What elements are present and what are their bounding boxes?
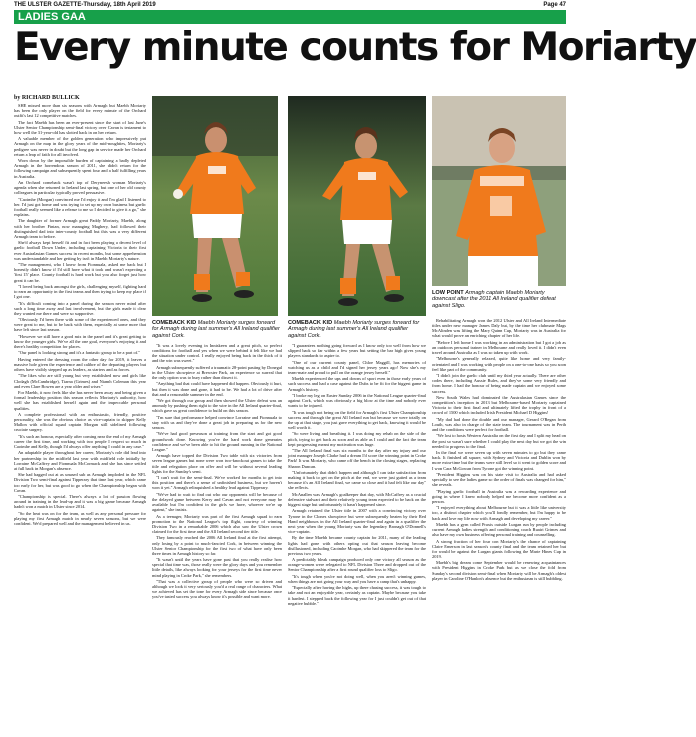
article-paragraph: "I'm sure that performance helped convince Lorraine and Fionnuala to stay with us and they've done a great job in preparing us for the new season. <box>152 414 282 431</box>
article-paragraph: "One of our current county panel, Chloe Maggill, has memories of watching us as a child and I'd signed her jersey years ago! Now she's my team-mate and proud to pull on the orange jersey herself." <box>288 359 426 375</box>
photo-caption-2 <box>288 320 426 339</box>
article-column-4 <box>432 318 566 727</box>
article-paragraph: "I guarantees nothing going forward as I know only too well from how we slipped back so far within a few years but setting the bar high gives young players standards to aspire to. <box>288 343 426 359</box>
article-paragraph: SHE missed more than six seasons with Armagh but Maebh Moriarty has been the only player on the field for every minute of the Orchard outfit's last 12 competitive matches. <box>14 103 146 119</box>
article-paragraph: "Before I left home I was working in an administration but I got a job as an outdoors personal trainer in Melbourne and really loved it. I didn't even travel around Australia as I was so taken up with work. <box>432 339 566 356</box>
article-paragraph: "We lost to hosts Western Australia on the first day and I split my head on the post so wasn't sure whether I could play the next day but we got the win needed to progress to the final. <box>432 433 566 449</box>
article-paragraph: "It wasn't until the years have gone past that you really realise how special that time was, those really were the glory days and you remember little details, like always looking for your jerseys for the first time never mind playing in Croke Park," she remembers. <box>152 557 282 578</box>
article-paragraph: She'd always kept herself fit and in fact been playing a decent level of gaelic football Down Under, including captaining Victoria to their first ever Australasian Games success in recent months, but some apprehension was understandable and her getting by isn't in Maebh Moriarty's nature. <box>14 240 146 261</box>
article-paragraph: Maebh experienced the ups and downs of sport even in those early years of such success and had a case against the Dubs to be fit for the biggest game in Armagh's history. <box>288 376 426 392</box>
player-photo-1-image <box>152 96 278 316</box>
article-paragraph: "That was a collective group of people who were so driven and although we look it very seriously you'd a real range of characters. What we achieved has set the tone for every Armagh side since because once you've tasted success you always know it's possible and want more. <box>152 578 282 600</box>
page-number: Page 47 <box>543 1 566 8</box>
captain-photo-image <box>432 96 566 286</box>
article-paragraph: "President Higgins was on his state visit to Australia and had asked specially to see the ladies game so the order of finals was changed for him," she reveals. <box>432 471 566 488</box>
article-paragraph: Rehabilitating Armagh won the 2012 Ulster and All Ireland Intermediate titles under new manager James Daly but, by the time her clubmate Mags McAlinden was lifting the Mary Quinn Cup, Moriarty was in Australia for what would prove an enriching chapter of her life. <box>432 318 566 339</box>
caption-2-lead: COMEBACK KID <box>288 320 333 326</box>
article-paragraph: "Our panel is looking strong and it's a fantastic group to be a part of." <box>18 350 141 356</box>
article-paragraph: "I didn't join the gaelic club until my third year actually. There are other codes there, including Aussie Rules, and they've some very friendly and from home. I had the honour of being made captain and we enjoyed some success. <box>432 373 566 394</box>
article-paragraph: "The management, who I knew from Fionnuala, asked me back but I honestly didn't know if I'd still have what it took and wasn't expecting a 'first 15' place. County football is hard work but you also forget just how great it can be. <box>14 262 146 283</box>
article-paragraph: An Orchard comeback wasn't top of Deryneesh woman Moriarty's agenda when she returned to Ireland last spring, but one of her old county colleagues in particular typically proved persuasive. <box>14 179 146 196</box>
article-paragraph: The daughter of former Armagh great Paddy Moriarty, Maebh, along with her brother Fintan, now managing Maghery, had followed their distinguished dad into inter-county football but this was a very different Armagh team to before. <box>14 218 146 239</box>
article-paragraph: "It's tough when you're not doing well, when you aren't winning games, when things are not going your way and you have a camp that's unhappy. <box>288 573 426 584</box>
article-paragraph: "The All Ireland final was six months to the day after my injury and our joint manager Joseph Clarke had a dream I'd score the winning point in Croke Park! It was Moriarty, who came off the bench in the closing stages, replacing Sharon Duncan. <box>288 448 426 469</box>
article-paragraph: McAnallen was Armagh's goalkeeper that day, with McCaffrey as a crucial defensive stalwart and their relatively young team expected to be back on the biggest stage but unfortunately it hasn't happened since. <box>288 491 426 508</box>
article-paragraph: "Melbourne's generally relaxed, quite like home and very family-orientated and I was working with people on a one-to-one basis so you soon feel like part of the community. <box>432 356 566 372</box>
article-paragraph: "It was a lovely evening in Inniskeen and a great pitch, so perfect conditions for football and yes when we were behind it felt like we had the situation under control. I really enjoyed being back in the thick of it and the win was sweet." <box>152 343 282 364</box>
article-paragraph: Having entered the dressing room the other day for 2019, it leaves a massive hole given the experience and calibre of the departing players but others have visibly stepped up as leaders, as starters and as forces. <box>14 356 146 373</box>
article-paragraph: "So were living and breathing it. I was doing my rehab on the side of the pitch, trying to get back as soon and as able as I could and the fact the team kept progressing meant my motivation was huge. <box>288 431 426 447</box>
article-paragraph: "So the heat was on for the team, as well as any personal pressure for playing my first Armagh match in nearly seven seasons, but we were confident. We'd prepared well and the management believed in us. <box>14 510 146 526</box>
article-paragraph: Armagh retained the Ulster title in 2007 with a convincing victory over Tyrone in the Clones showpiece but were subsequently beaten by their Red Hand neighbours in the All Ireland quarter-final and again in a qualifier the next year when the young Moriarty was the legendary Bronagh O'Donnell's vice-captain. <box>288 508 426 534</box>
article-paragraph: In the final we were seven up with seven minutes to go but they came back. It finished all square, with Sydney and Victoria and Dublin won by more extra-time but the teams were still level so it went to golden score and I won Cara McGowan from Tyrone got the winning point. <box>432 450 566 471</box>
article-paragraph: "Unfortunately that didn't happen and although I can take satisfaction from making it back to get on the pitch at the end, we were just gutted as a team because it's an All Ireland final, we came so close and it had felt like our day" she reflects. <box>288 469 426 491</box>
article-paragraph: They famously reached the 2006 All Ireland final at the first attempt, only losing by a point to much-fancied Cork, in between winning the Ulster Senior Championship for the first two of what have only been three times in Armagh history so far. <box>152 535 282 556</box>
captain-photo <box>432 96 566 286</box>
article-paragraph: "We've had good preseason at training from the start and got good groundwork done. Knowing you've the hard work done generates confidence and we've been able to hit the ground running in the National League." <box>152 431 282 452</box>
article-column-1 <box>14 103 146 727</box>
article-paragraph: "I enjoyed everything about Melbourne but it was a little like university too, a distinct chapter which you'll fondly remember, but I'm happy to be back and love my life now with Armagh and developing my career." <box>432 505 566 521</box>
article-paragraph: "However we still have a good mix in the panel and it's great getting to know the younger girls. We've all the one goal, everyone's enjoying it and there's healthy competition for places. <box>14 333 146 350</box>
article-paragraph: "It was tough not being on the field for Armagh's first Ulster Championship success and through the great All Ireland run but because we were totally on the up at that stage, you just gave everything to get back, knowing it would be well worth it. <box>288 409 426 431</box>
caption-3-text: Armagh captain Maebh Moriarty downcast after the 2011 All Ireland qualifier defeat against Sligo. <box>432 290 556 309</box>
byline: by RICHARD BULLICK <box>14 95 80 101</box>
article-paragraph: She had bagged out at as unused sub as Armagh imploded in the NFL Division Two semi-final against Tipperary that time last year, which came too early for her, but was good to go when the Championship began with Cavan. <box>14 472 146 493</box>
article-paragraph: Armagh have topped the Division Two table with six victories from seven league games but none were won two-knockout games to take the title and relegation place on offer and will be without several leading lights for the Sunday's semi. <box>152 453 282 474</box>
article-paragraph: "Championship is special. There's always a lot of passion flowing around in training in the lead-up and it was a big game because Armagh hadn't won a match in Ulster since 2014. <box>14 494 146 510</box>
photo-caption-3 <box>432 290 566 309</box>
article-paragraph: "We got through our group and then showed the Ulster defeat was an anomaly by pushing them right to the wire in the All Ireland quarter-final, which gave us great confidence to build on this season. <box>152 398 282 414</box>
article-paragraph: "Playing gaelic football in Australia was a rewarding experience and going in where I knew nobody helped me become more confident as a person. <box>432 488 566 504</box>
player-photo-1 <box>152 96 278 316</box>
article-paragraph: Maebh has a gym called Praxis outside Lurgan run by people including current Armagh ladies strength and conditioning coach Ruairi Grimes and also have my own business offering personal training and counselling. <box>432 521 566 538</box>
article-paragraph: A complete professional with an enthusiastic, friendly, positive personality, she was the obvious choice as vice-captain to skipper Kelly Mallon with official squad captain Morgan still sidelined following cruciate surgery. <box>14 411 146 433</box>
article-paragraph: "I broke my leg on Easter Sunday 2006 in the National League quarter-final against Cork, which was obviously a big blow at the time and nobody ever wants to be injured. <box>288 392 426 409</box>
article-paragraph: "It's difficult coming into a panel during the season never mind after such a long time away and last involvement, but the girls made it clear they wanted me there and were so supportive. <box>14 300 146 316</box>
headline: Every minute counts for Moriarty <box>14 25 696 70</box>
article-column-2 <box>152 343 282 727</box>
caption-1-text: Maebh Moriarty surges forward for Armagh during last summer's All Ireland qualifier against Cork. <box>152 320 280 339</box>
article-paragraph: "I loved being back amongst the girls, challenging myself, fighting hard to earn an opportunity in the first teams and then trying to keep my place if I got one. <box>14 283 146 300</box>
caption-1-lead: COMEBACK KID <box>152 320 197 326</box>
article-paragraph: A predictably bleak campaign produced only one victory all season as the orange-women were relegated to NFL Division Three and dropped out of the Senior Championship after a first round qualifier loss to Sligo. <box>288 557 426 573</box>
article-paragraph: An adaptable player throughout her career, Moriarty's role did lead into her partnership in the midfield last year with midfield role initially by Lorraine McCaffrey and Fionnuala McCormack and she has since settled at full back in Morgan's absence. <box>14 450 146 471</box>
article-paragraph: For Maebh, it now feels like she has never been away and being given a formal leadership position this season reflects Moriarty's authority, how well she has established herself again and the impeccable personal qualities. <box>14 390 146 411</box>
article-paragraph: "It's such an honour, especially after coming near the end of my Armagh career the first time, and working with two people I respect so much in Caoimhe and Kelly, though I'd always offer anything I could in any case." <box>14 433 146 450</box>
article-paragraph: "Caoimhe (Morgan) convinced me I'd enjoy it and I'm glad I listened to her. I'd just got home and was trying to set up my own business but gaelic football really seemed like a release to me so I decided to give it a go," she explains. <box>14 196 146 218</box>
article-paragraph: "My dad had done the double and our manager, Gerard O'Regan from Louth, was also in charge of the state team. The tournament was in Perth and the conditions were perfect for football. <box>432 416 566 433</box>
article-paragraph: Worn down by the impossible burden of captaining a badly depleted Armagh in the horrendous season of 2011, she didn't return for the following campaign and subsequently spent four and a half fulfilling years in Australia. <box>14 158 146 179</box>
article-paragraph: "The likes who are still young but very established now and girls like Clodagh (McCambridge), Tiarna (Grimes) and Niamh Coleman this year and even Clare Bowen are a year older and wiser." <box>14 373 146 389</box>
article-paragraph: Armagh subsequently suffered a traumatic 28-point pasting by Donegal in the Ulster showpiece at Brewster Park, an experience so surreal that the only option was to bury rather than dissect it. <box>152 364 282 381</box>
article-paragraph: New South Wales had dominated the Australasian Games since the competition's inception in 2013 but Melbourne-based Moriarty captained Victoria to their first final and ultimately lifted the trophy in front of a crowd of 1500 which included Irish President Michael D Higgins! <box>432 394 566 416</box>
article-paragraph: The fact Maebh has been an ever-present since the start of last June's Ulster Senior Championship semi-final victory over Cavan is testament to how well the 31-year-old has slotted back in on her return. <box>14 119 146 135</box>
article-paragraph: A valuable member of the golden generation who impressively put Armagh on the map in the glory years of the mid-noughties, Moriarty's pedigree was never in doubt but the long gap in service made her Orchard return a leap of faith for all involved. <box>14 136 146 157</box>
newspaper-dateline: THE ULSTER GAZETTE-Thursday, 18th April 2019 <box>14 1 156 8</box>
caption-3-lead: LOW POINT <box>432 290 464 296</box>
article-paragraph: A strong fraction of her four con Moriarty's the chance of captaining Claire Emerson in last season's county final and the team retained her but for would be against the Lurgan giants following the Marie Hines Cup in 2019. <box>432 538 566 559</box>
player-photo-2-image <box>288 96 426 316</box>
article-paragraph: By the time Maebh became county captain for 2011, many of the leading lights had gone with others opting out that season leaving become disillusioned, including Caoimhe Morgan, who had skippered the team for the previous two years. <box>288 535 426 556</box>
section-title: LADIES GAA <box>18 11 86 23</box>
article-paragraph: "Especially after having the highs, up there chasing success, it was tough to take and not an enjoyable year, certainly as captain. Maybe because you take it hardest. I stepped back the following year for I just couldn't get out of that negative bubble." <box>288 585 426 606</box>
photo-caption-1 <box>152 320 280 339</box>
article-paragraph: Maebh's big dream come September would be renewing acquaintances with President Higgins in Croke Park but as we close the fold from Sunday's second division semi-final when Moriarty will be Armagh's oldest player in Caroline O'Hanlon's absence but the enthusiasm is still bubbling. <box>432 560 566 581</box>
article-paragraph: "We've had to wait to find out who our opponents will be because of the delayed game between Kerry and Cavan and not everyone may be available but I'm confident in the girls we have, whoever we're up against," she insists. <box>152 491 282 513</box>
article-paragraph: As a teenager, Moriarty was part of the first Armagh squad to earn promotion to the National League's top flight, courtesy of winning Division Two in a remarkable 2006 which also saw the Ulster crown claimed for the first time and the All Ireland second tier title. <box>152 513 282 534</box>
article-column-3 <box>288 343 426 727</box>
section-banner <box>14 10 566 24</box>
page-header-strip <box>0 0 580 9</box>
article-paragraph: "I can't wait for the semi-final. We've worked for months to get into this position and there's a sense of unfinished business, but we haven't won it yet." Armagh relinquished a healthy lead against Tipperary. <box>152 475 282 491</box>
article-paragraph: "Anything bad that could have happened did happen. Obviously it hurt, but then it was done and gone, it had to be. We had a lot of drive after that and a reasonable summer in the end. <box>152 381 282 397</box>
caption-2-text: Maebh Moriarty surges forward for Armagh during last summer's All Ireland qualifier against Cork. <box>288 320 420 339</box>
article-paragraph: "Obviously I'd been there with some of the experienced ones, and they were great to me, but to be back with them, especially at some more that have left since last season. <box>14 317 146 333</box>
player-photo-2 <box>288 96 426 316</box>
